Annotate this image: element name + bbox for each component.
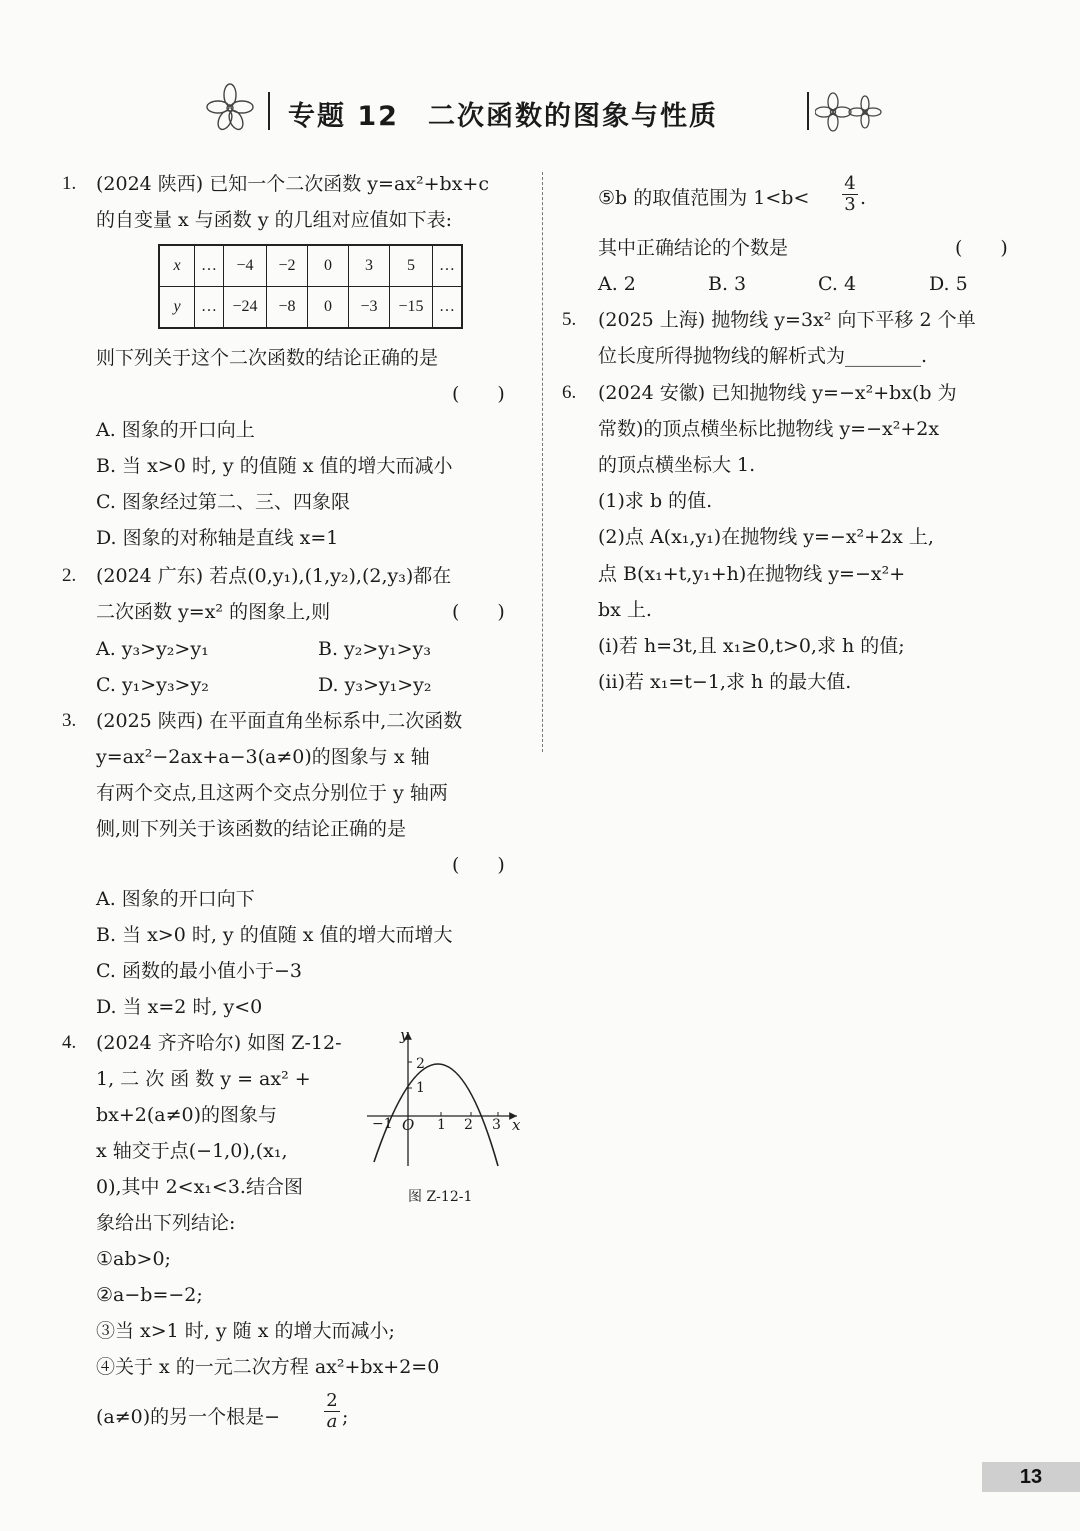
q2-line-1: (2024 广东) 若点(0,y₁),(1,y₂),(2,y₃)都在 [96,565,452,587]
q1-number: 1. [62,173,77,194]
q5-number: 5. [562,309,577,330]
table-cell: 3 [349,245,390,287]
figure-origin-label: O [402,1116,415,1134]
figure-tick-y2: 2 [416,1056,425,1072]
q1-option-b: B. 当 x>0 时, y 的值随 x 值的增大而减小 [96,455,453,477]
q4-line-3: bx+2(a≠0)的图象与 [96,1104,278,1126]
header-divider-right [807,92,809,130]
figure-tick-x1: 1 [437,1117,446,1133]
q4-statement-5: ⑤b 的取值范围为 1<b< [598,187,810,209]
table-cell: −2 [267,245,308,287]
q4-option-a: A. 2 [598,273,636,295]
q3-number: 3. [62,710,77,731]
q3-option-c: C. 函数的最小值小于−3 [96,960,302,982]
q2-option-a: A. y₃>y₂>y₁ [96,638,209,660]
q3-line-3: 有两个交点,且这两个交点分别位于 y 轴两 [96,782,448,804]
q4-line-4: x 轴交于点(−1,0),(x₁, [96,1140,288,1162]
fraction-denominator: a [324,1411,340,1432]
fraction-4-over-3 [842,174,858,215]
q4-line-2: 1, 二 次 函 数 y = ax² + [96,1068,311,1090]
q3-option-d: D. 当 x=2 时, y<0 [96,996,263,1018]
table-cell: −15 [390,287,433,329]
q3-option-b: B. 当 x>0 时, y 的值随 x 值的增大而增大 [96,924,453,946]
q4-line-5: 0),其中 2<x₁<3.结合图 [96,1176,303,1198]
q4-line-6: 象给出下列结论: [96,1212,236,1234]
q4-statement-4-cont: (a≠0)的另一个根是− [96,1406,281,1428]
q1-option-c: C. 图象经过第二、三、四象限 [96,491,350,513]
table-row [159,287,462,329]
table-cell: y [159,287,195,329]
q6-line-1: (2024 安徽) 已知抛物线 y=−x²+bx(b 为 [598,382,957,404]
q6-number: 6. [562,382,577,403]
q4-line-1: (2024 齐齐哈尔) 如图 Z-12- [96,1032,342,1054]
fraction-denominator: 3 [842,194,858,215]
figure-x-label: x [512,1116,521,1134]
q4-answer-paren: ( ) [955,237,1008,259]
q5-line-1: (2025 上海) 抛物线 y=3x² 向下平移 2 个单 [598,309,976,331]
q2-answer-paren: ( ) [452,601,505,623]
table-cell: … [433,287,463,329]
header-divider-left [268,92,270,130]
table-cell: 0 [308,245,349,287]
q1-answer-paren: ( ) [452,383,505,405]
q1-line-1: (2024 陕西) 已知一个二次函数 y=ax²+bx+c [96,173,489,195]
q2-line-2: 二次函数 y=x² 的图象上,则 [96,601,331,623]
q6-line-4: (1)求 b 的值. [598,490,713,512]
table-cell: x [159,245,195,287]
q1-option-d: D. 图象的对称轴是直线 x=1 [96,527,339,549]
page-number: 13 [982,1462,1080,1492]
q4-statement-2: ②a−b=−2; [96,1284,203,1306]
q4-number: 4. [62,1032,77,1053]
table-cell: … [195,245,224,287]
q4-option-d: D. 5 [929,273,968,295]
q4-option-c: C. 4 [818,273,857,295]
q1-line-3: 则下列关于这个二次函数的结论正确的是 [96,347,439,369]
table-cell: −4 [224,245,267,287]
table-cell: 0 [308,287,349,329]
q2-number: 2. [62,565,77,586]
table-row [159,245,462,287]
q1-option-a: A. 图象的开口向上 [96,419,255,441]
page-title: 专题 12 二次函数的图象与性质 [288,101,718,132]
q5-line-2: 位长度所得抛物线的解析式为________. [598,345,928,367]
q4-statement-5-end: . [860,187,867,209]
table-cell: −8 [267,287,308,329]
q3-line-4: 侧,则下列关于该函数的结论正确的是 [96,818,407,840]
figure-tick-x3: 3 [492,1117,501,1133]
fraction-numerator: 4 [844,173,856,194]
q4-option-b: B. 3 [708,273,747,295]
table-cell: −24 [224,287,267,329]
q3-answer-paren: ( ) [452,854,505,876]
q6-line-9: (ii)若 x₁=t−1,求 h 的最大值. [598,671,852,693]
q1-line-2: 的自变量 x 与函数 y 的几组对应值如下表: [96,209,453,231]
q6-line-2: 常数)的顶点横坐标比抛物线 y=−x²+2x [598,418,940,440]
q2-option-d: D. y₃>y₁>y₂ [318,674,432,696]
q4-statement-4: ④关于 x 的一元二次方程 ax²+bx+2=0 [96,1356,440,1378]
q2-option-b: B. y₂>y₁>y₃ [318,638,431,660]
flower-ornament-right-icon [815,90,885,138]
q4-line-7: 其中正确结论的个数是 [598,237,789,259]
table-cell: −3 [349,287,390,329]
q4-statement-1: ①ab>0; [96,1248,171,1270]
q6-line-3: 的顶点横坐标大 1. [598,454,756,476]
table-cell: … [433,245,463,287]
q4-statement-4-end: ; [342,1406,349,1428]
fraction-2-over-a [324,1391,340,1432]
fraction-numerator: 2 [326,1390,338,1411]
q3-line-2: y=ax²−2ax+a−3(a≠0)的图象与 x 轴 [96,746,430,768]
parabola-graph [362,1026,527,1171]
table-cell: … [195,287,224,329]
column-divider [542,172,544,752]
q4-statement-3: ③当 x>1 时, y 随 x 的增大而减小; [96,1320,395,1342]
q2-option-c: C. y₁>y₃>y₂ [96,674,209,696]
figure-tick-x2: 2 [464,1117,473,1133]
figure-y-label: y [400,1026,409,1044]
q3-line-1: (2025 陕西) 在平面直角坐标系中,二次函数 [96,710,463,732]
q6-line-8: (i)若 h=3t,且 x₁≥0,t>0,求 h 的值; [598,635,905,657]
figure-tick-neg1: −1 [372,1116,393,1132]
q6-line-7: bx 上. [598,599,652,621]
figure-caption: 图 Z-12-1 [408,1189,473,1205]
q3-option-a: A. 图象的开口向下 [96,888,255,910]
table-cell: 5 [390,245,433,287]
figure-z-12-1 [362,1026,527,1205]
q1-value-table [158,244,463,329]
flower-ornament-left-icon [205,82,255,136]
q6-line-6: 点 B(x₁+t,y₁+h)在抛物线 y=−x²+ [598,563,906,585]
q6-line-5: (2)点 A(x₁,y₁)在抛物线 y=−x²+2x 上, [598,526,934,548]
figure-tick-y1: 1 [416,1080,425,1096]
